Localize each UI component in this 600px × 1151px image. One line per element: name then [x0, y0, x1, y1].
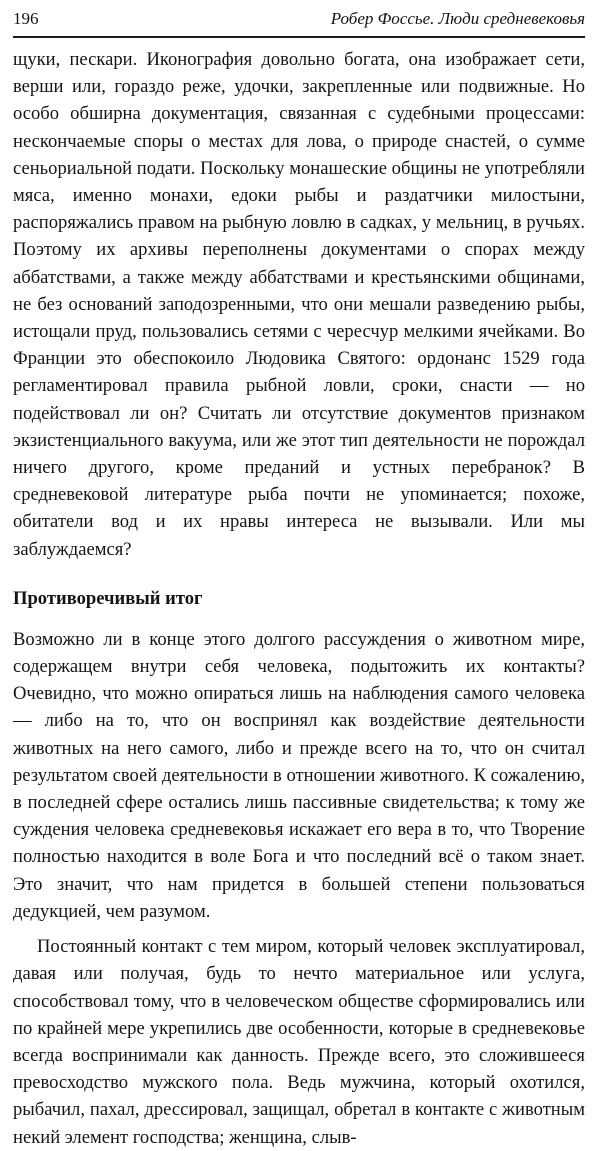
page-number: 196 [13, 9, 39, 28]
paragraph-contradictory-summary: Возможно ли в конце этого долгого рассуждения о животном мире, содержащем внутри себя человека, подытожить их контакты? Очевидно, что можно опираться лишь на наблюдения самого человека — либо на то, что он воспринял как воздействие деятельности животных на него самого, либо и прежде всего на то, что он считал результатом своей деятельности в отношении животного. К сожалению, в последней сфере остались лишь пассивные свидетельства; к тому же суждения человека средневековья искажает его вера в то, что Творение полностью находится в воле Бога и что последний всё о таком знает. Это значит, что нам придется в большей степени пользоваться дедукцией, чем разумом. [13, 628, 585, 922]
body-text [13, 46, 585, 1151]
running-title: Робер Фоссье. Люди средневековья [330, 9, 585, 28]
book-page [13, 0, 585, 1148]
paragraph-fish-documentation: щуки, пескари. Иконография довольно богата, она изображает сети, верши или, гораздо реже, удочки, закрепленные или подвижные. Но особо обширна документация, связанная с судебными процессами: нескончаемые споры о местах для лова, о природе снастей, о сумме сеньориальной подати. Поскольку монашеские общины не употребляли мяса, именно монахи, едоки рыбы и раздатчики милостыни, распоряжались правом на рыбную ловлю в садках, у мельниц, в ручьях. Поэтому их архивы переполнены документами о спорах между аббатствами, а также между аббатствами и крестьянскими общинами, не без оснований заподозренными, что они мешали разведению рыбы, истощали пруд, пользовались сетями с чересчур мелкими ячейками. Во Франции это обеспокоило Людовика Святого: ордонанс 1529 года регламентировал правила рыбной ловли, сроки, снасти — но подействовал ли он? Считать ли отсутствие документов признаком экзистенциального вакуума, или же этот тип деятельности не порождал ничего другого, кроме преданий и устных перебранок? В средневековой литературе рыба почти не упоминается; похоже, обитатели вод и их нравы интереса не вызывали. Или мы заблуждаемся? [13, 49, 585, 560]
running-head [13, 8, 585, 30]
header-rule [13, 36, 585, 38]
section-heading: Противоречивый итог [13, 587, 203, 609]
paragraph-constant-contact: Постоянный контакт с тем миром, который человек эксплуатировал, давая или получая, будь то нечто материальное или услуга, способствовал тому, что в человеческом обществе сформировались или по крайней мере укрепились две особенности, которые в средневековье всегда воспринимали как данность. Прежде всего, это сложившееся превосходство мужского пола. Ведь мужчина, который охотился, рыбачил, пахал, дрессировал, защищал, обретал в контакте с животным некий элемент господства; женщина, слыв- [13, 936, 585, 1148]
